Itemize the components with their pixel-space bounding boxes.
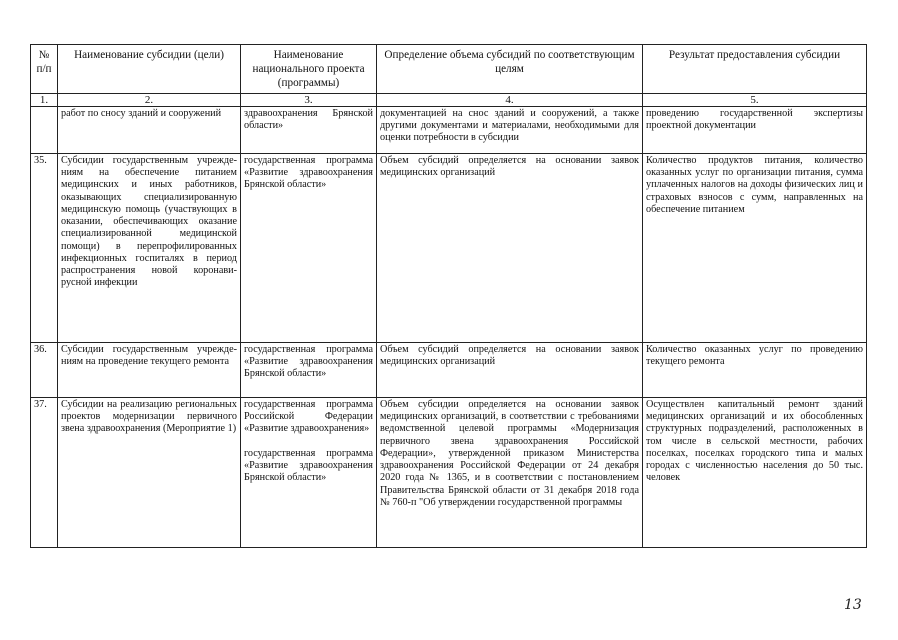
volume-cell: Объем субсидий определяется на основании заявок медицинских организаций — [377, 343, 643, 398]
project-cell — [241, 154, 377, 343]
column-number: 4. — [377, 94, 643, 107]
result-cell: Осуществлен капитальный ремонт зданий медицинских организаций и их обособленных структурных подразделений, расположенных в том числе в сельской местности, рабочих поселках, поселках городского типа и малых городах с численностью населения до 50 тыс. человек — [643, 398, 867, 548]
table-row — [31, 107, 867, 154]
row-number — [31, 107, 58, 154]
table-row — [31, 398, 867, 548]
project-text: здравоохранения Брянской области» — [244, 108, 373, 132]
row-number: 37. — [31, 398, 58, 548]
header-number: № п/п — [31, 45, 58, 94]
table-row — [31, 343, 867, 398]
column-number: 5. — [643, 94, 867, 107]
volume-cell: Объем субсидии определяется на основании заявок медицинских организаций, в соответствии с требованиями ведомственной целевой программы «Модернизация первичного звена здравоохранения Российской Федерации», утвержденной приказом Министерства здравоохранения Российской Федерации от 24 декабря 2020 года № 1365, и в соответствии с постановлением Правительства Брянской области от 31 декабря 2018 года № 760-п "Об утверждении государственной программы — [377, 398, 643, 548]
project-cell — [241, 107, 377, 154]
subsidy-name-cell: работ по сносу зданий и сооружений — [58, 107, 241, 154]
project-text: государственная программа Российской Федерации «Развитие здравоохранения» — [244, 399, 373, 435]
project-text: государственная программа «Развитие здравоохранения Брянской области» — [244, 155, 373, 191]
volume-cell: Объем субсидий определяется на основании заявок медицинских организаций — [377, 154, 643, 343]
subsidy-table — [30, 44, 867, 548]
project-text-extra: государственная программа «Развитие здравоохранения Брянской области» — [244, 447, 373, 484]
column-number: 1. — [31, 94, 58, 107]
header-national-project: Наименование национального проекта (программы) — [241, 45, 377, 94]
subsidy-name-cell: Субсидии государственным учрежде-ниям на обеспечение питанием медицинских и иных работников, оказывающих специализированную медицинскую помощь (участвующих в оказании, обеспечивающих оказание специализированной медицинской помощи) в перепрофилированных инфекционных госпиталях в период распространения новой коронави-русной инфекции — [58, 154, 241, 343]
project-cell — [241, 398, 377, 548]
result-cell: Количество продуктов питания, количество оказанных услуг по организации питания, сумма уплаченных налогов на доходы физических лиц и страховых взносов с сумм, направленных на обеспечение питанием — [643, 154, 867, 343]
header-subsidy-name: Наименование субсидии (цели) — [58, 45, 241, 94]
column-number: 3. — [241, 94, 377, 107]
subsidy-name-cell: Субсидии государственным учрежде-ниям на проведение текущего ремонта — [58, 343, 241, 398]
column-number-row — [31, 94, 867, 107]
subsidy-name-cell: Субсидии на реализацию региональных проектов модернизации первичного звена здравоохранения (Мероприятие 1) — [58, 398, 241, 548]
header-volume-definition: Определение объема субсидий по соответствующим целям — [377, 45, 643, 94]
page-number: 13 — [844, 597, 862, 613]
table-row — [31, 154, 867, 343]
volume-cell: документацией на снос зданий и сооружений, а также другими документами и материалами, необходимыми для оценки потребности в субсидии — [377, 107, 643, 154]
row-number: 36. — [31, 343, 58, 398]
project-cell — [241, 343, 377, 398]
result-cell: проведению государственной экспертизы проектной документации — [643, 107, 867, 154]
header-result: Результат предоставления субсидии — [643, 45, 867, 94]
row-number: 35. — [31, 154, 58, 343]
column-number: 2. — [58, 94, 241, 107]
project-text: государственная программа «Развитие здравоохранения Брянской области» — [244, 344, 373, 380]
table-header-row — [31, 45, 867, 94]
result-cell: Количество оказанных услуг по проведению текущего ремонта — [643, 343, 867, 398]
